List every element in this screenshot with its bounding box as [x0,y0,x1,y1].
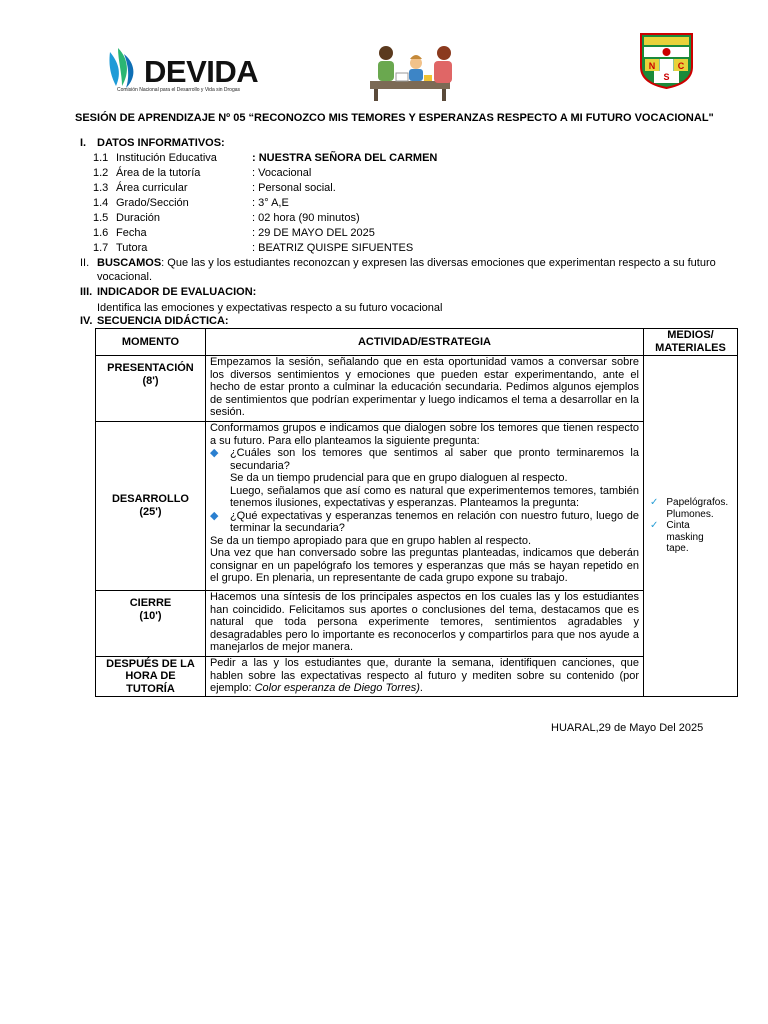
info-key: Fecha [116,227,147,239]
header-moment: MOMENTO [96,329,206,356]
info-key: Grado/Sección [116,197,189,209]
section4-heading: SECUENCIA DIDÁCTICA: [97,315,229,327]
didactic-sequence-table [95,328,738,697]
info-key: Área curricular [116,182,188,194]
song-reference: Color esperanza de Diego Torres) [254,682,420,694]
info-number: 1.6 [93,227,109,239]
children-reading-illustration-icon [368,43,464,101]
section3-heading: INDICADOR DE EVALUACION: [97,286,257,298]
info-number: 1.2 [93,167,109,179]
info-key: Tutora [116,242,148,254]
material-label: Plumones. [666,508,714,520]
devida-wordmark: DEVIDA [144,54,259,89]
info-value: : 29 DE MAYO DEL 2025 [252,227,375,239]
question-text: ¿Qué expectativas y esperanzas tenemos en relación con nuestro futuro, luego de terminar la secundaria? [229,509,639,534]
place-date-footer: HUARAL,29 de Mayo Del 2025 [551,722,704,734]
section3-number: III. [80,286,93,298]
moment-label: PRESENTACIÓN [107,362,194,374]
materials-item [650,497,733,520]
section4-number: IV. [80,315,93,327]
crest-letter-s: S [663,72,670,82]
school-crest-icon [640,33,693,89]
material-label: masking [666,531,704,543]
info-value: : 3° A,E [252,197,289,209]
info-value: : Personal social. [252,182,336,194]
section2-number: II. [80,257,90,269]
moment-time: (8') [142,374,159,387]
moment-cell [96,657,206,697]
info-value: : 02 hora (90 minutos) [252,212,360,224]
info-number: 1.1 [93,152,109,164]
check-icon: ✓ [650,520,659,532]
material-label: Papelógrafos. [666,497,729,509]
moment-label: DESARROLLO [111,493,189,506]
section2-text-line1: : Que las y los estudiantes reconozcan y expresen las diversas emociones que experimentan respecto a su futuro [161,257,716,269]
table-row-cierre [96,591,738,657]
activity-paragraph: Luego, señalamos que así como es natural que experimentemos temores, también tenemos ilusiones, expectativas y esperanzas. Planteamos la pregunta: [229,484,639,509]
document-title: SESIÓN DE APRENDIZAJE Nº 05 “RECONOZCO MIS TEMORES Y ESPERANZAS RESPECTO A MI FUTURO VOCACIONAL" [75,112,714,124]
activity-text: Pedir a las y los estudiantes que, durante la semana, identifiquen canciones, que hablen sobre las expectativas respecto al futuro y mediten sobre su contenido (por ejemplo: [209,657,639,694]
question-bullet [210,447,639,472]
material-label: Cinta [666,520,690,532]
table-header-row [96,329,738,356]
check-icon: ✓ [650,497,659,509]
moment-time: (25') [139,506,162,518]
activity-cierre: Hacemos una síntesis de los principales aspectos en los cuales las y los estudiantes han coincidido. Felicitamos sus aportes o conclusiones del tema, destacamos que es natural que toda persona experimente temores, sentimientos agradables y desagradables pero lo importante es reconocerlos y compartirlos para que nos ayude a manejarlos de mejor manera. [205,591,643,657]
table-row-despues [96,657,738,697]
question-text: ¿Cuáles son los temores que sentimos al saber que pronto terminaremos la secundaria? [229,447,639,472]
info-value: : Vocacional [252,167,312,179]
activity-presentacion: Empezamos la sesión, señalando que en esta oportunidad vamos a conversar sobre los diversos sentimientos y emociones que pueden estar experimentando, ante el hecho de estar pronto a culminar la educación secundaria. Pedimos algunos ejemplos de sentimientos que podrían experimentar y luego indicamos el tema a desarrollar en la sesión. [205,356,643,422]
info-key: Área de la tutoría [116,167,201,179]
section1-heading: DATOS INFORMATIVOS: [97,137,225,149]
activity-paragraph: Una vez que han conversado sobre las preguntas planteadas, indicamos que deberán consignar en un papelógrafo los temores y esperanzas que más se hayan repetido en el grupo. En plenaria, un representante de cada grupo expone su trabajo. [209,547,639,584]
activity-desarrollo [205,422,643,591]
activity-paragraph: Conformamos grupos e indicamos que dialogen sobre los temores que tienen respecto a su futuro. Para ello planteamos la siguiente pregunta: [209,422,639,447]
header-materials: MEDIOS/ MATERIALES [644,329,738,356]
activity-paragraph: Se da un tiempo prudencial para que en grupo dialoguen al respecto. [229,472,568,484]
moment-label: DESPUÉS DE LA HORA DE TUTORÍA [106,657,195,695]
materials-cell [644,356,738,697]
activity-text-end: . [419,682,423,694]
info-value-institution: : NUESTRA SEÑORA DEL CARMEN [252,152,438,164]
table-row-presentacion [96,356,738,422]
section1-number: I. [80,137,87,149]
section2-text [97,257,716,270]
info-key: Duración [116,212,161,224]
moment-cell [96,422,206,591]
question-bullet [210,510,639,535]
devida-subtitle: Comisión Nacional para el Desarrollo y Vida sin Drogas [117,87,241,93]
crest-letter-n: N [648,61,656,71]
info-number: 1.7 [93,242,109,254]
info-number: 1.3 [93,182,109,194]
moment-cell [96,356,206,422]
activity-despues [205,657,643,697]
info-number: 1.5 [93,212,109,224]
moment-cell [96,591,206,657]
info-key: Institución Educativa [116,152,217,164]
materials-item [650,520,733,555]
moment-label: CIERRE [129,597,172,609]
section2-text-line2: vocacional. [97,271,153,283]
material-label: tape. [666,543,689,555]
info-value: : BEATRIZ QUISPE SIFUENTES [252,242,414,254]
activity-paragraph: Se da un tiempo apropiado para que en grupo hablen al respecto. [209,534,532,547]
table-row-desarrollo [96,422,738,591]
diamond-bullet-icon: ◆ [209,509,219,522]
diamond-bullet-icon: ◆ [209,447,219,459]
section3-text: Identifica las emociones y expectativas respecto a su futuro vocacional [97,302,443,314]
section2-heading: BUSCAMOS [97,257,162,269]
moment-time: (10') [139,609,162,622]
info-number: 1.4 [93,197,109,209]
header-activity: ACTIVIDAD/ESTRATEGIA [205,329,643,356]
crest-letter-c: C [677,61,685,71]
